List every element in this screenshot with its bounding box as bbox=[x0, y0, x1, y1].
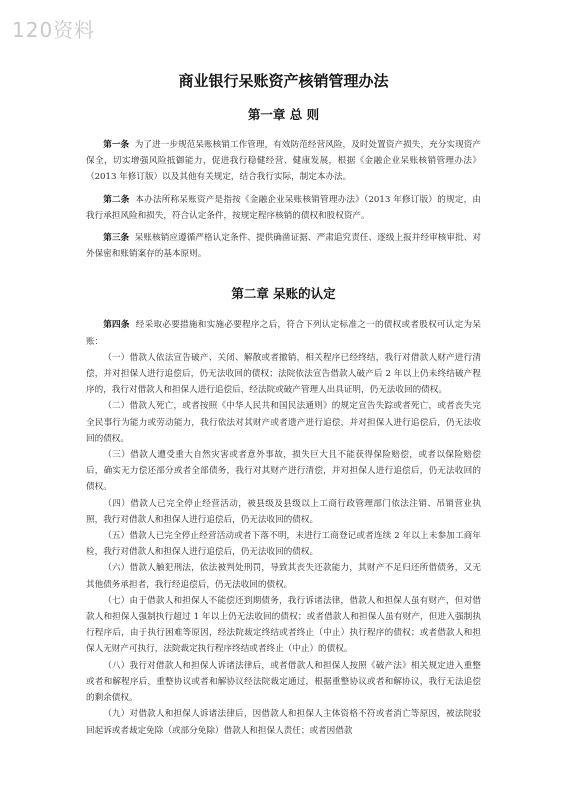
article-2 bbox=[86, 192, 481, 224]
list-item: （八）我行对借款人和担保人诉诸法律后，或者借款人和担保人按照《破产法》相关规定进入重整或者和解程序后，重整协议或者和解协议经法院裁定通过，根据重整协议或者和解协议，我行无法追偿的剩余债权。 bbox=[86, 660, 481, 704]
list-item: （五）借款人已完全停止经营活动或者下落不明，未进行工商登记或者连续 2 年以上未参加工商年检，我行对借款人和担保人进行追偿后，仍无法收回的债权。 bbox=[86, 531, 481, 558]
article-text: 为了进一步规范呆账核销工作管理，有效防范经营风险，及时处置资产损失，充分实现资产保全，切实增强风险抵御能力，促进我行稳健经营、健康发展，根据《金融企业呆账核销管理办法》（2013 年修订版）以及其他有关规定，结合我行实际，制定本办法。 bbox=[86, 140, 481, 183]
article-4 bbox=[86, 317, 481, 349]
list-item: （三）借款人遭受重大自然灾害或者意外事故，损失巨大且不能获得保险赔偿，或者以保险赔偿后，确实无力偿还部分或者全部债务，我行对其财产进行清偿，并对担保人进行追偿后，仍无法收回的债权。 bbox=[86, 450, 481, 493]
list-item: （七）由于借款人和担保人不能偿还到期债务，我行诉诸法律，借款人和担保人虽有财产，但对借款人和担保人强制执行超过 1 年以上仍无法收回的债权；或者借款人和担保人虽有财产，但进入强制执行程序后，由于执行困难等原因，经法院裁定终结或者终止（中止）执行程序的债权；或者借款人和担保人无财产可执行，法院裁定执行程序终结或者终止（中止）的债权。 bbox=[86, 595, 481, 655]
list-item: （四）借款人已完全停止经营活动，被县级及县级以上工商行政管理部门依法注销、吊销营业执照，我行对借款人和担保人进行追偿后，仍无法收回的债权。 bbox=[86, 498, 481, 525]
article-label: 第三条 bbox=[103, 233, 130, 244]
document-title: 商业银行呆账资产核销管理办法 bbox=[178, 72, 389, 90]
chapter-1-heading: 第一章 总 则 bbox=[247, 107, 320, 122]
watermark: 120资料 bbox=[12, 18, 96, 42]
article-text: 呆账核销应遵循严格认定条件、提供确凿证据、严肃追究责任、逐级上报并经审核审批、对外保密和账销案存的基本原则。 bbox=[86, 233, 481, 260]
article-label: 第一条 bbox=[103, 140, 130, 150]
article-1 bbox=[86, 137, 481, 186]
list-item: （一）借款人依法宣告破产、关闭、解散或者撤销，相关程序已经终结，我行对借款人财产进行清偿，并对担保人进行追偿后，仍无法收回的债权；法院依法宣告借款人破产后 2 年以上仍未终结破产程序的，我行对借款人和担保人进行追偿后，经法院或破产管理人出具证明，仍无法收回的债权。 bbox=[86, 352, 481, 396]
list-item: （二）借款人死亡，或者按照《中华人民共和国民法通则》的规定宣告失踪或者死亡，或者丧失完全民事行为能力或劳动能力，我行依法对其财产或者遗产进行追偿，并对担保人进行追偿后，仍无法收回的债权。 bbox=[86, 401, 481, 444]
article-label: 第四条 bbox=[103, 320, 130, 331]
document-page bbox=[86, 70, 481, 739]
list-item: （九）对借款人和担保人诉诸法律后，因借款人和担保人主体资格不符或者消亡等原因，被法院驳回起诉或者裁定免除（或部分免除）借款人和担保人责任；或者因借款 bbox=[86, 709, 481, 736]
article-3 bbox=[86, 230, 481, 262]
chapter-2-heading: 第二章 呆账的认定 bbox=[231, 286, 336, 302]
article-label: 第二条 bbox=[103, 194, 130, 205]
article-text: 经采取必要措施和实施必要程序之后，符合下列认定标准之一的债权或者股权可认定为呆账： bbox=[86, 320, 481, 347]
list-item: （六）借款人触犯刑法，依法被判处刑罚，导致其丧失还款能力，其财产不足归还所借债务，又无其他债务承担者，我行经追偿后，仍无法收回的债权。 bbox=[86, 563, 481, 590]
article-text: 本办法所称呆账资产是指按《金融企业呆账核销管理办法》（2013 年修订版）的规定，由我行承担风险和损失，符合认定条件，按规定程序核销的债权和股权资产。 bbox=[86, 194, 481, 221]
